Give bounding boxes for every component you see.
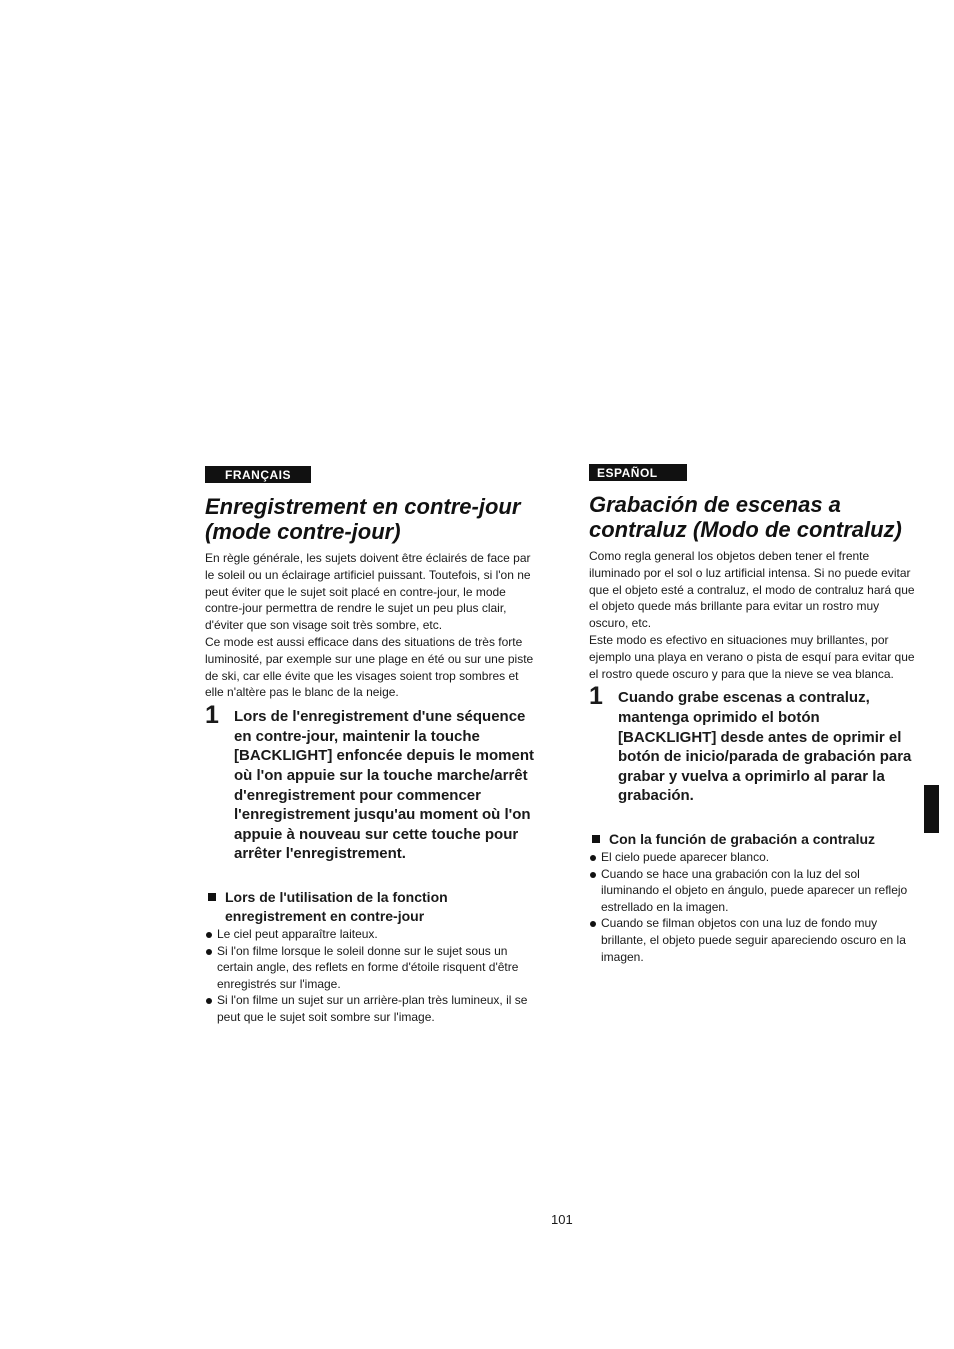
list-item: Cuando se hace una grabación con la luz del sol iluminando el objeto en ángulo, puede aparecer un reflejo estrellado en la imagen. bbox=[589, 866, 919, 916]
section-edge-tab bbox=[924, 785, 939, 833]
french-column bbox=[205, 466, 535, 1025]
intro-paragraph-1: En règle générale, les sujets doivent être éclairés de face par le soleil ou un éclairage artificiel puissant. Toutefois, si l'on ne peut éviter que le sujet soit placé en contre-jour, le mode contre-jour permettra de rendre le sujet un peu plus clair, d'éviter que son visage soit très sombre, etc. bbox=[205, 551, 531, 633]
step-number: 1 bbox=[589, 682, 603, 711]
bullet-dot-icon bbox=[590, 872, 596, 878]
list-item: Le ciel peut apparaître laiteux. bbox=[205, 926, 535, 943]
notes-list bbox=[589, 849, 919, 965]
language-label-spanish: ESPAÑOL bbox=[589, 464, 687, 481]
list-item: Si l'on filme un sujet sur un arrière-plan très lumineux, il se peut que le sujet soit sombre sur l'image. bbox=[205, 992, 535, 1025]
subsection-notes bbox=[589, 830, 919, 849]
list-item: Si l'on filme lorsque le soleil donne sur le sujet sous un certain angle, des reflets en forme d'étoile risquent d'être enregistrés sur l'image. bbox=[205, 943, 535, 993]
subsection-title: Con la función de grabación a contraluz bbox=[609, 830, 876, 847]
list-item: Cuando se filman objetos con una luz de fondo muy brillante, el objeto puede seguir apareciendo oscuro en la imagen. bbox=[589, 915, 919, 965]
bullet-dot-icon bbox=[590, 921, 596, 927]
square-bullet-icon bbox=[208, 893, 216, 901]
intro-paragraph-2: Ce mode est aussi efficace dans des situations de très forte luminosité, par exemple sur une plage en été ou sur une piste de ski, car elle évite que les visages soient trop sombres et elle n'altère pas le blanc de la neige. bbox=[205, 634, 534, 700]
subsection-title: Lors de l'utilisation de la fonction enregistrement en contre-jour bbox=[225, 888, 448, 924]
intro-paragraph-2: Este modo es efectivo en situaciones muy brillantes, por ejemplo una playa en verano o pista de esquí para evitar que el rostro quede oscuro y para que la nieve se vea blanca. bbox=[589, 632, 915, 681]
section-title-french: Enregistrement en contre-jour (mode contre-jour) bbox=[205, 494, 521, 544]
step-1 bbox=[589, 682, 919, 806]
step-1 bbox=[205, 701, 535, 864]
language-label-french: FRANÇAIS bbox=[205, 466, 311, 483]
square-bullet-icon bbox=[592, 835, 600, 843]
section-title-spanish: Grabación de escenas a contraluz (Modo de contraluz) bbox=[589, 492, 902, 542]
page-number: 101 bbox=[551, 1212, 573, 1227]
step-number: 1 bbox=[205, 701, 219, 730]
notes-list bbox=[205, 926, 535, 1026]
step-instruction: Lors de l'enregistrement d'une séquence en contre-jour, maintenir la touche [BACKLIGHT] enfoncée depuis le moment où l'on appuie sur la touche marche/arrêt d'enregistrement pour commencer l'enregistrement jusqu'au moment où l'on appuie à nouveau sur cette touche pour arrêter l'enregistrement. bbox=[234, 708, 535, 863]
intro-paragraph-1: Como regla general los objetos deben tener el frente iluminado por el sol o luz artificial intensa. Si no puede evitar que el objeto esté a contraluz, el modo de contraluz hará que el objeto quede más brillante para evitar un rostro muy oscuro, etc. bbox=[589, 549, 915, 631]
step-instruction: Cuando grabe escenas a contraluz, mantenga oprimido el botón [BACKLIGHT] desde antes de oprimir el botón de inicio/parada de grabación para grabar y vuelva a oprimirlo al parar la grabación. bbox=[618, 689, 912, 805]
list-item: El cielo puede aparecer blanco. bbox=[589, 849, 919, 866]
spanish-column bbox=[589, 464, 919, 965]
bullet-dot-icon bbox=[590, 855, 596, 861]
bullet-dot-icon bbox=[206, 932, 212, 938]
bullet-dot-icon bbox=[206, 949, 212, 955]
subsection-notes bbox=[205, 888, 535, 926]
bullet-dot-icon bbox=[206, 998, 212, 1004]
